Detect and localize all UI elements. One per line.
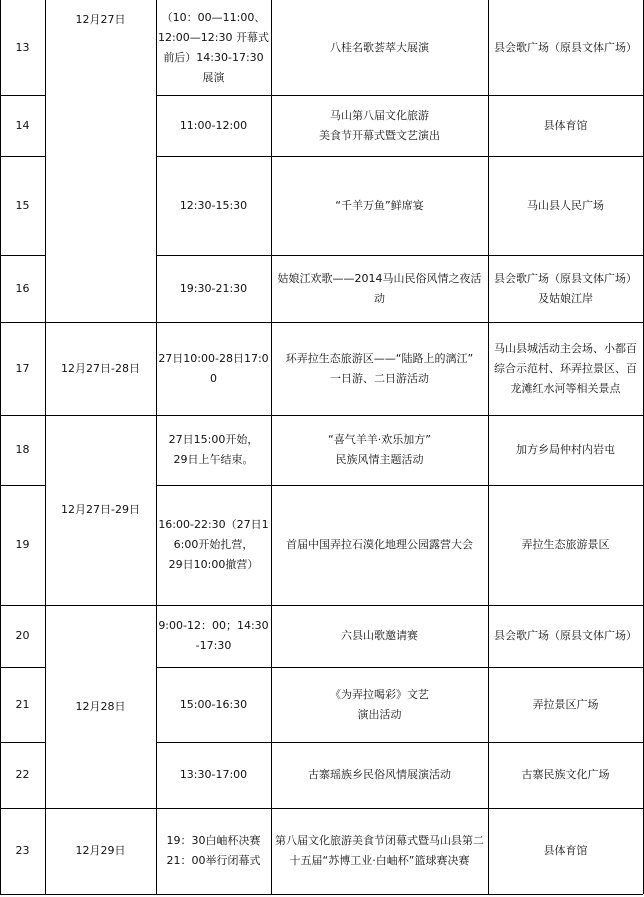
- date-cell: 12月27日-28日: [61, 361, 140, 375]
- table-row-divider: [0, 605, 643, 606]
- venue-cell: 县体育馆: [543, 844, 588, 857]
- row-number: 19: [15, 538, 30, 551]
- time-cell: 19:30-21:30: [179, 281, 248, 295]
- table-row-divider: [0, 255, 45, 256]
- table-row-divider: [0, 894, 643, 895]
- table-row-divider: [0, 415, 643, 416]
- event-cell: 环弄拉生态旅游区——“陆路上的漓江” 一日游、二日游活动: [285, 351, 474, 385]
- venue-cell: 弄拉景区广场: [532, 697, 599, 711]
- venue-cell: 县会歌广场（原县文体广场）: [494, 40, 637, 54]
- event-cell: 八桂名歌荟萃大展演: [330, 40, 429, 54]
- event-cell: 首届中国弄拉石漠化地理公园露营大会: [286, 538, 473, 551]
- event-cell: 六县山歌邀请赛: [341, 629, 418, 642]
- time-cell: 27日15:00开始， 29日上午结束。: [168, 433, 259, 466]
- venue-cell: 县会歌广场（原县文体广场）及姑娘江岸: [494, 271, 637, 305]
- table-row-divider: [0, 95, 45, 96]
- event-cell: “千羊万鱼”鲜席宴: [335, 198, 424, 212]
- table-row-divider: [156, 485, 643, 486]
- event-cell: 马山第八届文化旅游 美食节开幕式暨文艺演出: [319, 108, 440, 142]
- table-row-divider: [156, 742, 643, 743]
- time-cell: 27日10:00-28日17:00: [158, 351, 269, 385]
- date-cell: 12月27日-29日: [61, 503, 140, 516]
- venue-cell: 弄拉生态旅游景区: [521, 538, 610, 551]
- row-number: 15: [15, 198, 30, 212]
- table-column-divider: [488, 0, 489, 894]
- time-cell: 19：30白岫杯决赛 21：00举行闭幕式: [166, 834, 261, 867]
- row-number: 14: [15, 118, 30, 132]
- time-cell: 9:00-12：00；14:30-17:30: [158, 619, 269, 652]
- table-row-divider: [0, 156, 45, 157]
- venue-cell: 加方乡局仲村内岩屯: [516, 443, 615, 456]
- time-cell: （10：00—11:00、 12:00—12:30 开幕式前后）14:30-17:30展演: [158, 10, 269, 84]
- table-row-divider: [0, 485, 45, 486]
- row-number: 21: [15, 697, 30, 711]
- table-row-divider: [156, 667, 643, 668]
- event-cell: 古寨瑶族乡民俗风情展演活动: [308, 768, 451, 781]
- event-cell: 第八届文化旅游美食节闭幕式暨马山县第二十五届“苏博工业·白岫杯”篮球赛决赛: [275, 834, 484, 867]
- table-row-divider: [0, 808, 643, 809]
- table-column-divider: [45, 0, 46, 894]
- row-number: 23: [15, 844, 30, 857]
- table-row-divider: [0, 742, 45, 743]
- table-row-divider: [156, 95, 643, 96]
- row-number: 22: [15, 768, 30, 781]
- venue-cell: 县会歌广场（原县文体广场）: [494, 629, 637, 642]
- time-cell: 16:00-22:30（27日16:00开始扎营， 29日10:00撤营）: [158, 518, 269, 571]
- event-cell: 《为弄拉喝彩》文艺 演出活动: [330, 687, 429, 721]
- table-row-divider: [0, 667, 45, 668]
- venue-cell: 古寨民族文化广场: [521, 768, 610, 781]
- row-number: 20: [15, 629, 30, 642]
- table-column-divider: [156, 0, 157, 894]
- table-column-divider: [0, 0, 1, 894]
- date-cell: 12月29日: [75, 844, 126, 857]
- date-cell: 12月27日: [75, 13, 126, 26]
- venue-cell: 马山县人民广场: [527, 198, 604, 212]
- event-cell: 姑娘江欢歌——2014马山民俗风情之夜活动: [277, 271, 482, 305]
- event-cell: “喜气羊羊·欢乐加方” 民族风情主题活动: [328, 433, 431, 466]
- table-row-divider: [156, 156, 643, 157]
- venue-cell: 马山县城活动主会场、小都百综合示范村、环弄拉景区、百龙滩红水河等相关景点: [494, 341, 637, 395]
- row-number: 17: [15, 361, 30, 375]
- table-row-divider: [0, 322, 643, 323]
- row-number: 13: [15, 40, 30, 54]
- table-row-divider: [156, 255, 643, 256]
- time-cell: 15:00-16:30: [179, 697, 248, 711]
- date-cell: 12月28日: [75, 699, 126, 713]
- time-cell: 12:30-15:30: [179, 198, 248, 212]
- table-column-divider: [271, 0, 272, 894]
- row-number: 18: [15, 443, 30, 456]
- row-number: 16: [15, 281, 30, 295]
- time-cell: 13:30-17:00: [179, 768, 248, 781]
- time-cell: 11:00-12:00: [179, 118, 248, 132]
- venue-cell: 县体育馆: [543, 118, 588, 132]
